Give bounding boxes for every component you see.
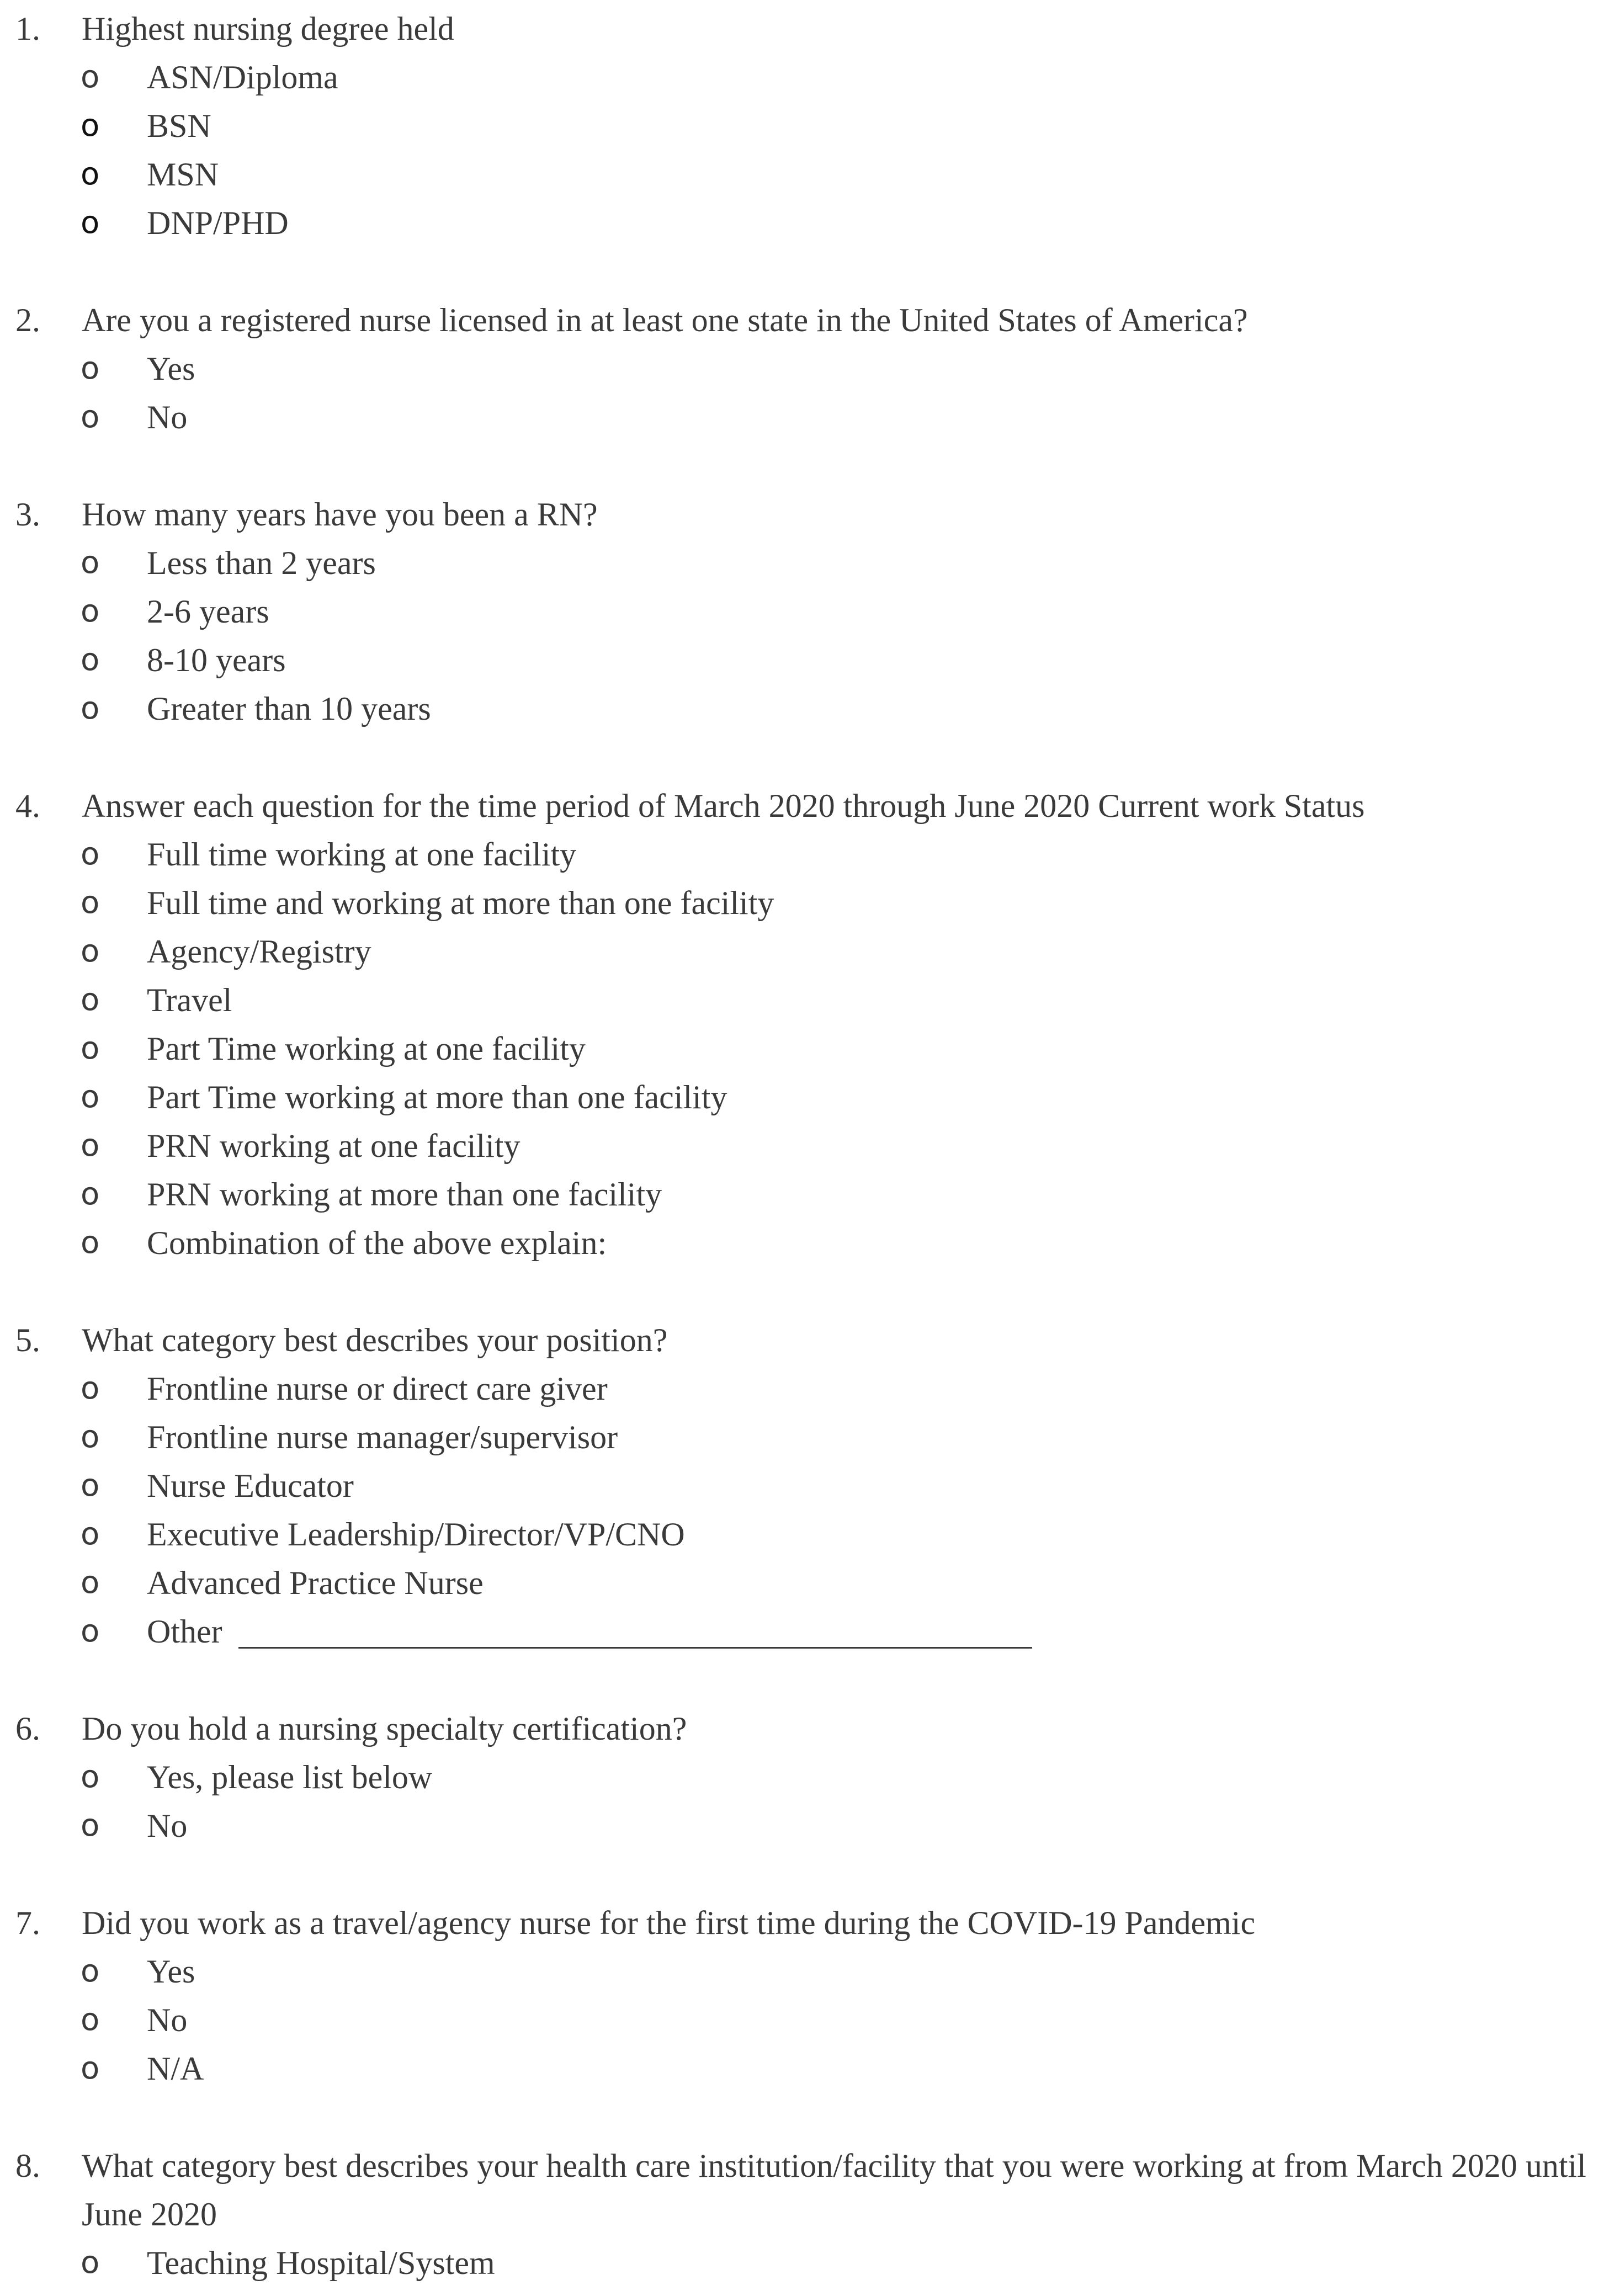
option-label: Less than 2 years [147, 545, 376, 581]
option-label: Combination of the above explain: [147, 1225, 607, 1261]
radio-bullet-icon[interactable]: o [81, 1516, 100, 1552]
option-label: Frontline nurse manager/supervisor [147, 1419, 618, 1455]
option-no[interactable] [0, 1801, 1604, 1850]
option-label: No [147, 399, 188, 435]
radio-bullet-icon[interactable]: o [81, 350, 100, 386]
radio-bullet-icon[interactable]: o [81, 2245, 100, 2281]
radio-bullet-icon[interactable]: o [81, 156, 100, 192]
option-dnp-phd[interactable] [0, 199, 1604, 247]
option-label: PRN working at one facility [147, 1128, 520, 1164]
question-text: What category best describes your position? [82, 1322, 668, 1358]
option-label: N/A [147, 2050, 204, 2087]
option-label: ASN/Diploma [147, 59, 338, 95]
option-label: Full time working at one facility [147, 836, 577, 873]
option-label: Part Time working at more than one facility [147, 1079, 727, 1115]
radio-bullet-icon[interactable]: o [81, 982, 100, 1018]
option-part-time-one-facility[interactable] [0, 1024, 1604, 1073]
radio-bullet-icon[interactable]: o [81, 690, 100, 726]
radio-bullet-icon[interactable]: o [81, 1370, 100, 1406]
option-label: Advanced Practice Nurse [147, 1565, 484, 1601]
option-yes-list-below[interactable] [0, 1753, 1604, 1801]
radio-bullet-icon[interactable]: o [81, 1079, 100, 1115]
radio-bullet-icon[interactable]: o [81, 59, 100, 95]
question-text: Did you work as a travel/agency nurse for the first time during the COVID-19 Pandemic [82, 1905, 1256, 1941]
radio-bullet-icon[interactable]: o [81, 1419, 100, 1455]
option-label: Nurse Educator [147, 1468, 354, 1504]
option-prn-multiple-facilities[interactable] [0, 1170, 1604, 1219]
option-label: Full time and working at more than one facility [147, 885, 774, 921]
radio-bullet-icon[interactable]: o [81, 1128, 100, 1163]
question-number: 7. [15, 1905, 40, 1941]
radio-bullet-icon[interactable]: o [81, 108, 100, 144]
option-label: Yes [147, 1953, 195, 1990]
option-label: Agency/Registry [147, 933, 371, 970]
option-label: Other [147, 1613, 222, 1650]
question-number: 1. [15, 10, 40, 47]
radio-bullet-icon[interactable]: o [81, 1468, 100, 1503]
radio-bullet-icon[interactable]: o [81, 1565, 100, 1601]
question-text: Are you a registered nurse licensed in at least one state in the United States of America? [82, 302, 1248, 338]
question-number: 3. [15, 496, 40, 533]
option-label: Yes, please list below [147, 1759, 433, 1795]
option-less-than-2-years[interactable] [0, 539, 1604, 587]
option-label: 8-10 years [147, 642, 286, 678]
option-label: DNP/PHD [147, 205, 289, 241]
radio-bullet-icon[interactable]: o [81, 2002, 100, 2038]
option-na[interactable] [0, 2044, 1604, 2093]
radio-bullet-icon[interactable]: o [81, 593, 100, 629]
option-label: Travel [147, 982, 232, 1018]
radio-bullet-icon[interactable]: o [81, 205, 100, 241]
option-no[interactable] [0, 393, 1604, 442]
radio-bullet-icon[interactable]: o [81, 399, 100, 435]
question-number: 5. [15, 1322, 40, 1358]
option-frontline-nurse[interactable] [0, 1364, 1604, 1413]
radio-bullet-icon[interactable]: o [81, 1613, 100, 1649]
option-teaching-hospital[interactable] [0, 2239, 1604, 2287]
radio-bullet-icon[interactable]: o [81, 642, 100, 678]
radio-bullet-icon[interactable]: o [81, 2050, 100, 2086]
option-combination[interactable] [0, 1219, 1604, 1267]
option-executive-leadership[interactable] [0, 1510, 1604, 1559]
question-text: Answer each question for the time period of March 2020 through June 2020 Current work Status [82, 788, 1365, 824]
radio-bullet-icon[interactable]: o [81, 933, 100, 969]
radio-bullet-icon[interactable]: o [81, 885, 100, 921]
question-text: How many years have you been a RN? [82, 496, 598, 533]
option-label: No [147, 2002, 188, 2038]
option-prn-one-facility[interactable] [0, 1122, 1604, 1170]
option-8-10-years[interactable] [0, 636, 1604, 684]
option-label: Part Time working at one facility [147, 1030, 586, 1067]
option-frontline-manager[interactable] [0, 1413, 1604, 1461]
question-text: Highest nursing degree held [82, 10, 454, 47]
radio-bullet-icon[interactable]: o [81, 1030, 100, 1066]
radio-bullet-icon[interactable]: o [81, 836, 100, 872]
option-label: Yes [147, 350, 195, 387]
option-no[interactable] [0, 1996, 1604, 2044]
option-label: No [147, 1808, 188, 1844]
question-number: 2. [15, 302, 40, 338]
option-nurse-educator[interactable] [0, 1461, 1604, 1510]
option-label: BSN [147, 108, 211, 144]
option-label: 2-6 years [147, 593, 269, 630]
radio-bullet-icon[interactable]: o [81, 1808, 100, 1843]
option-label: Greater than 10 years [147, 690, 431, 727]
question-text: Do you hold a nursing specialty certification? [82, 1710, 687, 1747]
option-advanced-practice-nurse[interactable] [0, 1559, 1604, 1607]
option-full-time-one-facility[interactable] [0, 830, 1604, 879]
option-yes[interactable] [0, 1947, 1604, 1996]
option-full-time-multiple-facilities[interactable] [0, 879, 1604, 927]
option-asn-diploma[interactable] [0, 53, 1604, 102]
radio-bullet-icon[interactable]: o [81, 1176, 100, 1212]
option-label: PRN working at more than one facility [147, 1176, 662, 1213]
option-label: Executive Leadership/Director/VP/CNO [147, 1516, 685, 1553]
option-label: Frontline nurse or direct care giver [147, 1370, 608, 1407]
radio-bullet-icon[interactable]: o [81, 1953, 100, 1989]
option-other[interactable] [0, 1607, 1604, 1656]
question-number: 4. [15, 788, 40, 824]
question-number: 6. [15, 1710, 40, 1747]
radio-bullet-icon[interactable]: o [81, 1225, 100, 1261]
option-msn[interactable] [0, 150, 1604, 199]
option-label: MSN [147, 156, 219, 193]
option-part-time-multiple-facilities[interactable] [0, 1073, 1604, 1122]
option-yes[interactable] [0, 344, 1604, 393]
radio-bullet-icon[interactable]: o [81, 1759, 100, 1795]
radio-bullet-icon[interactable]: o [81, 545, 100, 581]
option-2-6-years[interactable] [0, 587, 1604, 636]
option-label: Teaching Hospital/System [147, 2245, 495, 2281]
option-bsn[interactable] [0, 102, 1604, 150]
option-travel[interactable] [0, 976, 1604, 1024]
option-greater-than-10-years[interactable] [0, 684, 1604, 733]
question-number: 8. [15, 2148, 40, 2184]
other-fill-in-line[interactable] [238, 1647, 1032, 1649]
question-text: What category best describes your health care institution/facility that you were working at from March 2020 until June 2020 [82, 2148, 1586, 2233]
option-agency-registry[interactable] [0, 927, 1604, 976]
